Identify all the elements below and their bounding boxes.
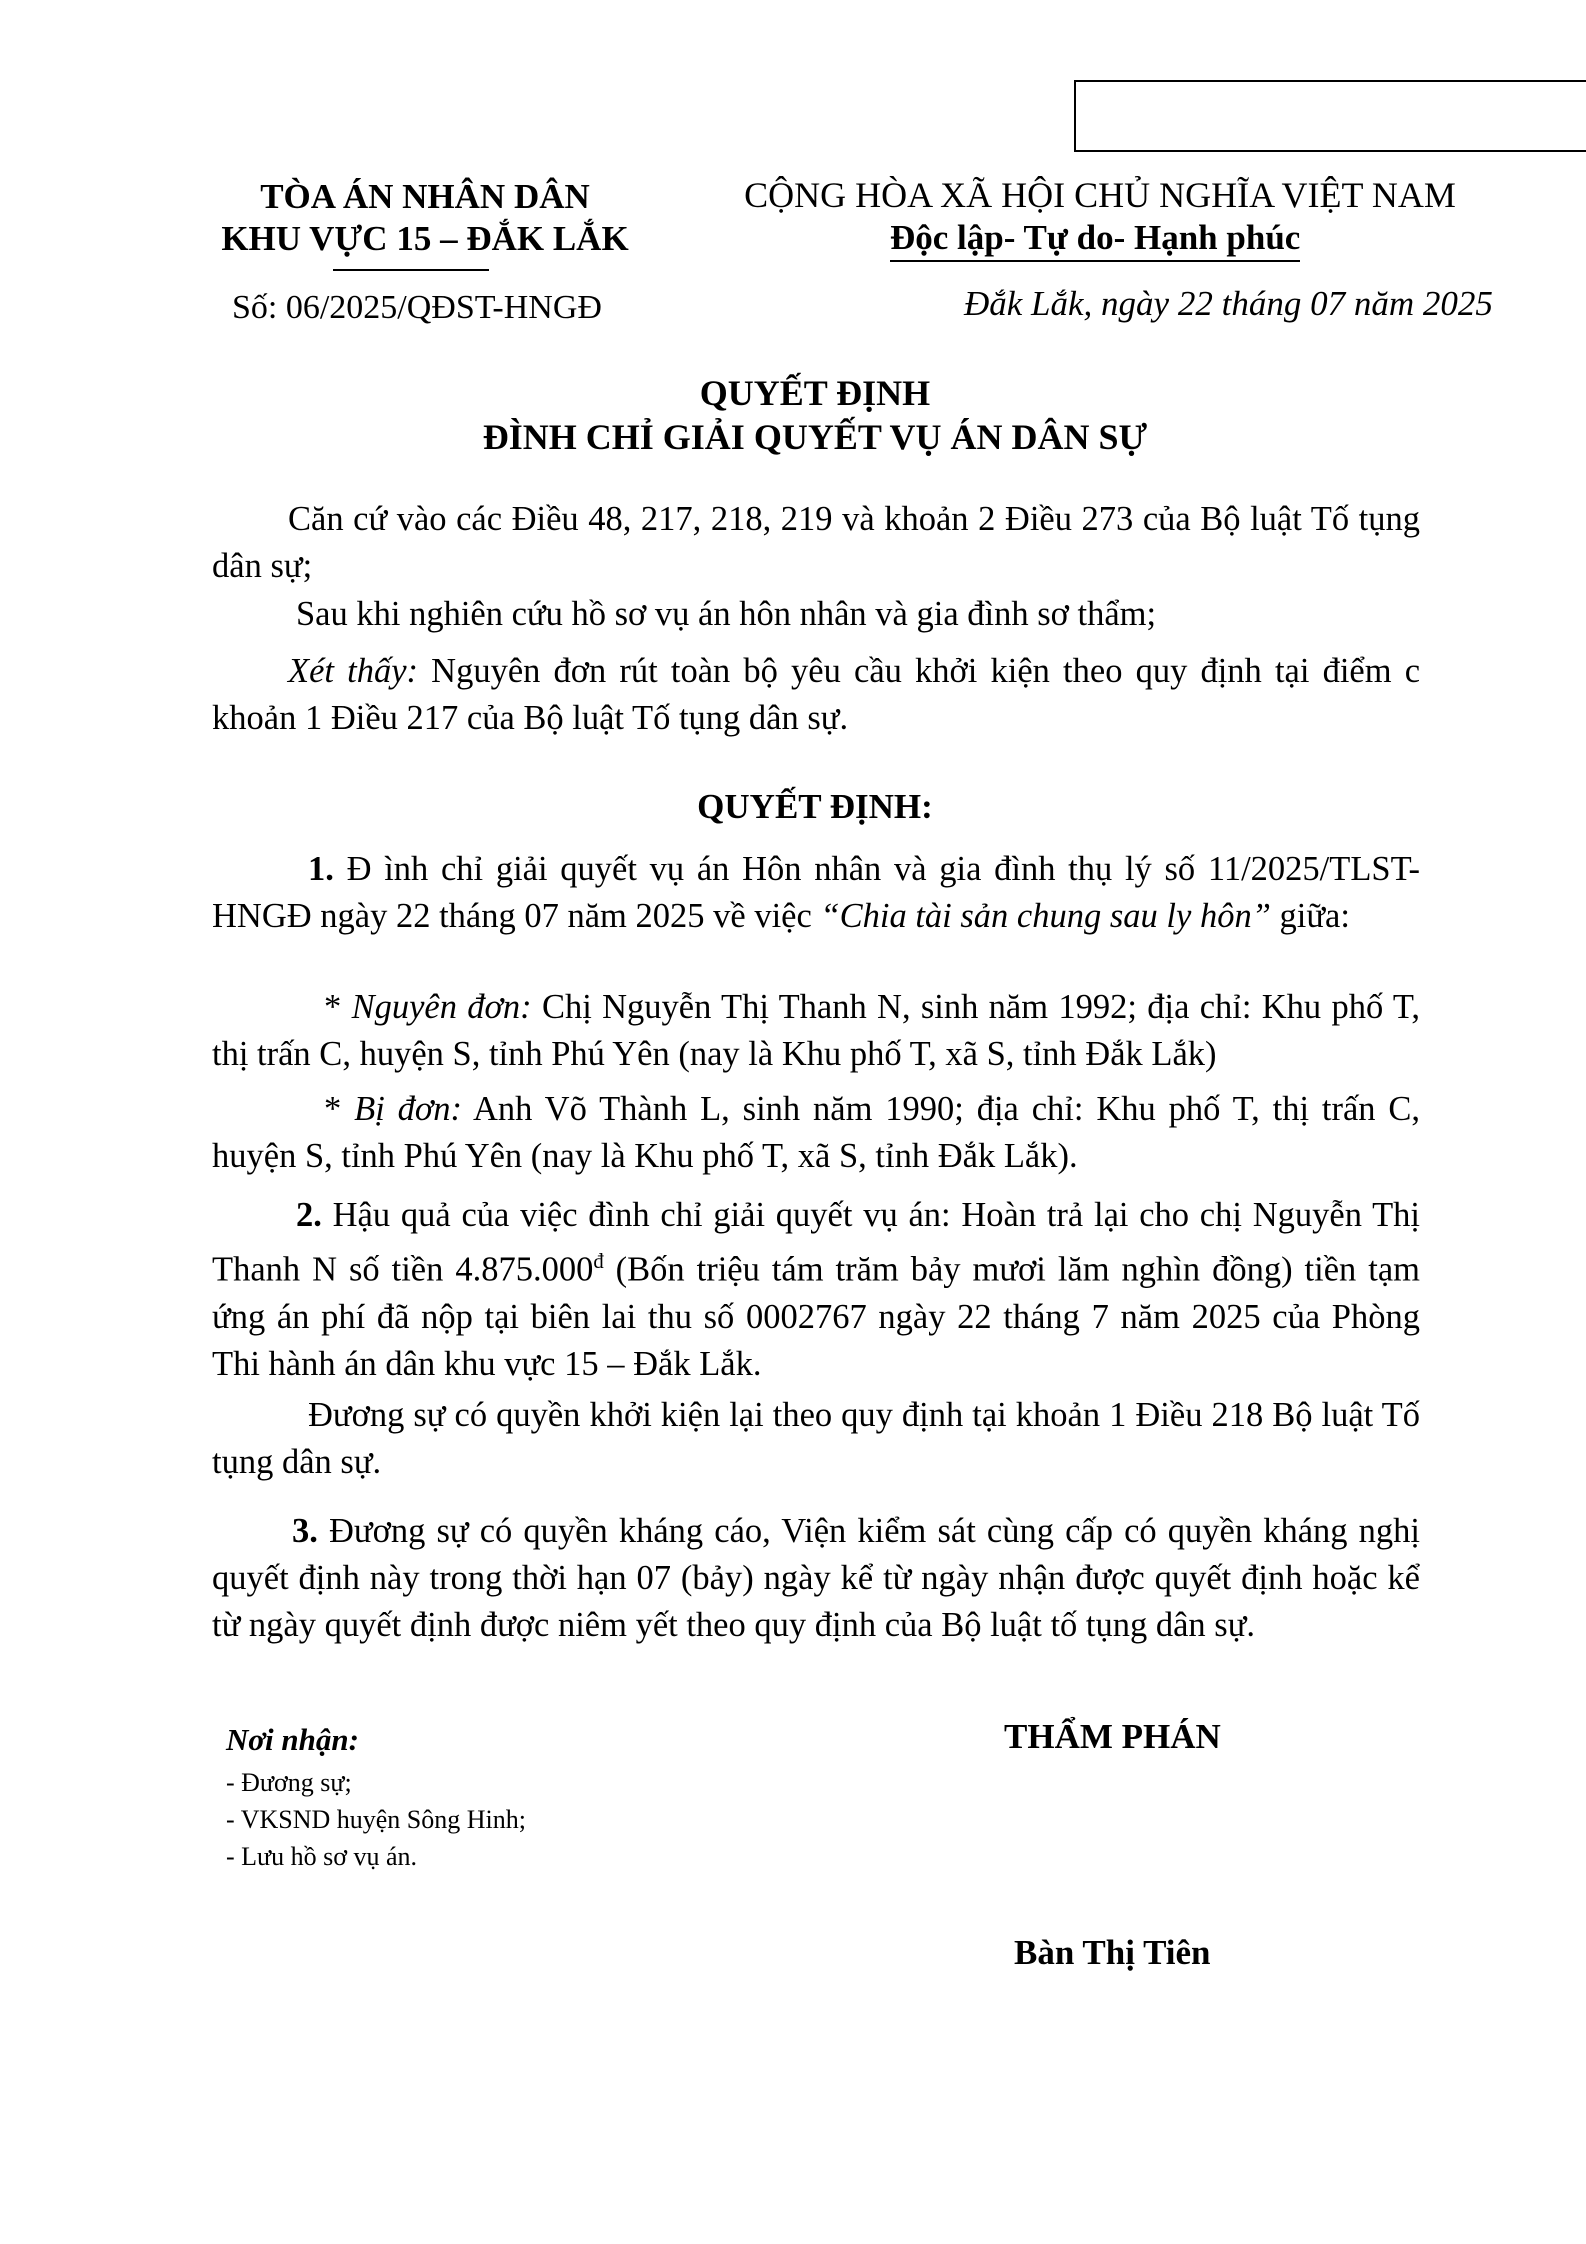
court-name-line1: TÒA ÁN NHÂN DÂN [260,177,590,216]
national-motto: Độc lập- Tự do- Hạnh phúc [890,218,1300,262]
item-2-number: 2. [296,1196,322,1234]
recipient-item: - Đương sự; [226,1768,352,1797]
nation-title: CỘNG HÒA XÃ HỘI CHỦ NGHĨA VIỆT NAM [744,175,1456,215]
item-1-number: 1. [308,850,334,888]
signer-role: THẨM PHÁN [1004,1717,1221,1756]
item-1-case-subject: “Chia tài sản chung sau ly hôn” [820,897,1271,935]
document-subtitle: ĐÌNH CHỈ GIẢI QUYẾT VỤ ÁN DÂN SỰ [482,417,1148,457]
court-divider [333,269,489,271]
plaintiff-label: Nguyên đơn: [351,988,532,1026]
decision-item-1 [212,846,1420,940]
document-date: Đắk Lắk, ngày 22 tháng 07 năm 2025 [964,284,1493,323]
decision-heading: QUYẾT ĐỊNH: [697,787,933,826]
recipient-item: - VKSND huyện Sông Hinh; [226,1805,526,1834]
item-3-number: 3. [292,1512,318,1550]
court-name-line2: KHU VỰC 15 – ĐẮK LẮK [221,219,629,258]
findings-label: Xét thấy: [288,652,419,690]
item-1-text: Đ ình chỉ giải quyết vụ án Hôn nhân và gia đình thụ lý số 11/2025/TLST-HNGĐ ngày 22 tháng 07 năm 2025 về việc [212,850,1420,935]
recipients-title: Nơi nhận: [226,1722,359,1757]
defendant-text: Anh Võ Thành L, sinh năm 1990; địa chỉ: Khu phố T, thị trấn C, huyện S, tỉnh Phú Yên (nay là Khu phố T, xã S, tỉnh Đắk Lắk). [212,1090,1421,1175]
currency-symbol: đ [593,1251,604,1273]
item-1-text-end: giữa: [1270,897,1350,935]
item-2-text: Hậu quả của việc đình chỉ giải quyết vụ án: Hoàn trả lại cho chị Nguyễn Thị Thanh N số tiền 4.875.000 [212,1196,1420,1289]
decision-item-3 [212,1508,1420,1649]
document-number: Số: 06/2025/QĐST-HNGĐ [232,289,602,326]
defendant-info: * Bị đơn: Anh Võ Thành L, sinh năm 1990; địa chỉ: Khu phố T, thị trấn C, huyện S, tỉnh Phú Yên (nay là Khu phố T, xã S, tỉnh Đắk Lắk). [212,1090,1421,1175]
right-to-resue-note: Đương sự có quyền khởi kiện lại theo quy định tại khoản 1 Điều 218 Bộ luật Tố tụng dân sự. [212,1396,1420,1481]
item-3-text: Đương sự có quyền kháng cáo, Viện kiểm sát cùng cấp có quyền kháng nghị quyết định này trong thời hạn 07 (bảy) ngày kể từ ngày nhận được quyết định hoặc kể từ ngày quyết định được niêm yết theo quy định của Bộ luật tố tụng dân sự. [212,1512,1420,1644]
decision-item-2 [212,1192,1420,1388]
preamble-review: Sau khi nghiên cứu hồ sơ vụ án hôn nhân và gia đình sơ thẩm; [296,595,1157,633]
preamble-findings [212,648,1420,742]
top-right-box [1074,80,1586,152]
court-name [180,176,670,260]
document-title: QUYẾT ĐỊNH [699,373,931,413]
plaintiff-info: * Nguyên đơn: Chị Nguyễn Thị Thanh N, sinh năm 1992; địa chỉ: Khu phố T, thị trấn C, huyện S, tỉnh Phú Yên (nay là Khu phố T, xã S, tỉnh Đắk Lắk) [212,988,1421,1073]
item-2-text-end: (Bốn triệu tám trăm bảy mươi lăm nghìn đồng) tiền tạm ứng án phí đã nộp tại biên lai thu số 0002767 ngày 22 tháng 7 năm 2025 của Phòng Thi hành án dân khu vực 15 – Đắk Lắk. [212,1250,1420,1383]
recipients-list [226,1764,526,1875]
plaintiff-text: Chị Nguyễn Thị Thanh N, sinh năm 1992; địa chỉ: Khu phố T, thị trấn C, huyện S, tỉnh Phú Yên (nay là Khu phố T, xã S, tỉnh Đắk Lắk) [212,988,1421,1073]
preamble-legal-basis: Căn cứ vào các Điều 48, 217, 218, 219 và khoản 2 Điều 273 của Bộ luật Tố tụng dân sự; [212,500,1420,585]
signer-name: Bàn Thị Tiên [1014,1933,1211,1972]
defendant-label: Bị đơn: [354,1090,463,1128]
findings-text: Nguyên đơn rút toàn bộ yêu cầu khởi kiện theo quy định tại điểm c khoản 1 Điều 217 của Bộ luật Tố tụng dân sự. [212,652,1421,737]
recipient-item: - Lưu hồ sơ vụ án. [226,1842,418,1871]
